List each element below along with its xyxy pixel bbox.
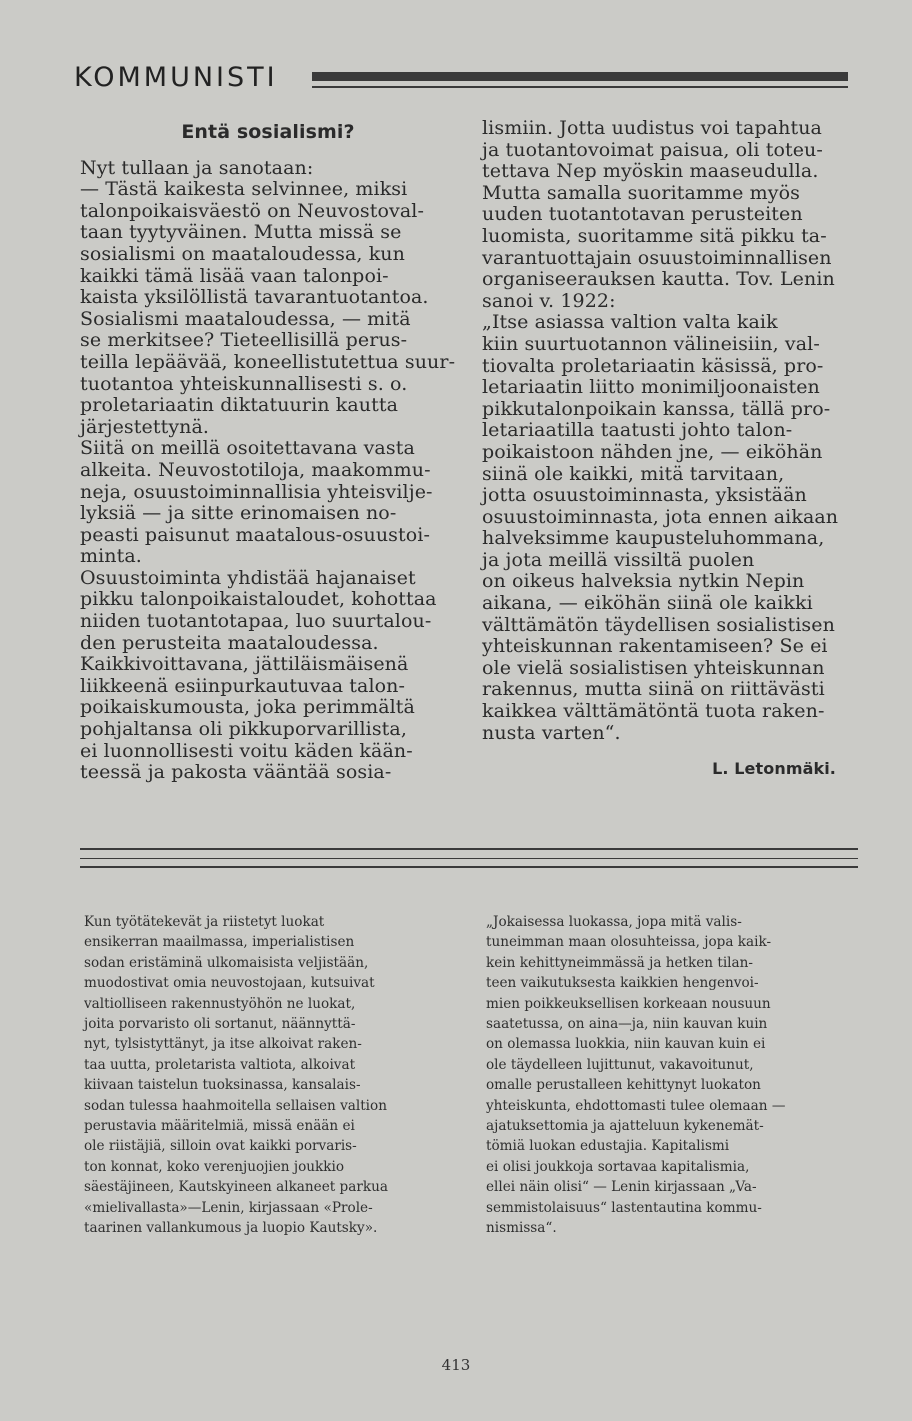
text-line: taa uutta, proletarista valtiota, alkoivat [84,1056,356,1073]
text-line: taarinen vallankumous ja luopio Kautsky». [84,1220,378,1237]
text-line: ole täydelleen lujittunut, vakavoitunut, [486,1056,754,1073]
text-line: ei luonnollisesti voitu käden kään- [80,739,413,762]
text-line: yhteiskunta, ehdottomasti tulee olemaan — [486,1097,786,1114]
text-line: organiseerauksen kautta. Tov. Lenin [482,268,835,291]
text-line: semmistolaisuus“ lastentautina kommu- [486,1199,762,1216]
text-line: kein kehittyneimmässä ja hetken tilan- [486,954,753,971]
section-divider [80,848,858,850]
text-line: joita porvaristo oli sortanut, näännyttä- [84,1016,356,1033]
article-left-column [80,118,456,784]
text-line: pikkutalonpoikain kanssa, tällä pro- [482,397,831,420]
text-line: alkeita. Neuvostotiloja, maakommu- [80,458,431,481]
text-line: mien poikkeuksellisen korkeaan nousuun [486,995,771,1012]
text-line: neja, osuustoiminnallisia yhteisvilje- [80,480,433,503]
header-rule [312,72,848,81]
text-line: ei olisi joukkoja sortavaa kapitalismia, [486,1158,750,1175]
text-line: järjestettynä. [80,415,210,438]
text-line: tuneimman maan olosuhteissa, jopa kaik- [486,934,772,951]
text-line: — Tästä kaikesta selvinnee, miksi [80,178,408,201]
text-line: ole vielä sosialistisen yhteiskunnan [482,656,825,679]
text-line: tettava Nep myöskin maaseudulla. [482,160,819,183]
text-line: aikana, — eiköhän siinä ole kaikki [482,592,813,615]
text-line: ajatuksettomia ja ajatteluun kykenemät- [486,1118,764,1135]
text-line: nusta varten“. [482,721,621,744]
text-line: teilla lepäävää, koneellistutettua suur- [80,350,456,373]
text-line: pikku talonpoikaistaloudet, kohottaa [80,588,437,611]
text-line: varantuottajain osuustoiminnallisen [482,246,832,269]
text-line: sodan tulessa haahmoitella sellaisen valtion [84,1097,387,1114]
text-line: „Itse asiassa valtion valta kaik [482,311,778,334]
text-line: uuden tuotantotavan perusteiten [482,203,803,226]
journal-name: KOMMUNISTI [74,62,278,93]
text-line: sosialismi on maataloudessa, kun [80,242,405,265]
text-line: minta. [80,545,142,568]
text-line: letariaatilla taatusti johto talon- [482,419,793,442]
text-line: Osuustoiminta yhdistää hajanaiset [80,566,416,589]
text-line: ja tuotantovoimat paisua, oli toteu- [482,138,823,161]
article-title: Entä sosialismi? [181,121,355,143]
text-line: Mutta samalla suoritamme myös [482,181,800,204]
text-line: sodan eristäminä ulkomaisista veljistään, [84,954,369,971]
text-line: ensikerran maailmassa, imperialistisen [84,934,355,951]
text-line: «mielivallasta»—Lenin, kirjassaan «Prole- [84,1199,373,1216]
text-line: lismiin. Jotta uudistus voi tapahtua [482,117,822,139]
text-line: tiovalta proletariaatin käsissä, pro- [482,354,824,377]
text-line: osuustoiminnasta, jota ennen aikaan [482,505,839,528]
quote-right [486,912,862,1239]
text-line: Sosialismi maataloudessa, — mitä [80,307,411,330]
header-rule-thin [312,86,848,88]
text-line: liikkeenä esiinpurkautuvaa talon- [80,674,406,697]
text-line: Nyt tullaan ja sanotaan: [80,156,314,179]
text-line: muodostivat omia neuvostojaan, kutsuivat [84,975,375,992]
text-line: ole riistäjiä, silloin ovat kaikki porvaris- [84,1138,357,1155]
text-line: nismissa“. [486,1220,557,1237]
text-line: Kaikkivoittavana, jättiläismäisenä [80,653,409,676]
text-line: Siitä on meillä osoitettavana vasta [80,437,415,460]
text-line: nyt, tylsistyttänyt, ja itse alkoivat raken- [84,1036,362,1053]
text-line: säestäjineen, Kautskyineen alkaneet parkua [84,1179,388,1196]
text-line: kiin suurtuotannon välineisiin, val- [482,332,820,355]
text-line: peasti paisunut maatalous-osuustoi- [80,523,430,546]
text-line: sanoi v. 1922: [482,289,616,312]
text-line: on olemassa luokkia, niin kauvan kuin ei [486,1036,766,1053]
section-divider [80,858,858,859]
article-left-text [80,158,456,784]
text-line: poikaistoon nähden jne, — eiköhän [482,440,823,463]
text-line: tuotantoa yhteiskunnallisesti s. o. [80,372,408,395]
author-signature: L. Letonmäki. [712,759,836,779]
text-line: „Jokaisessa luokassa, jopa mitä valis- [486,914,742,930]
text-line: Kun työtätekevät ja riistetyt luokat [84,914,325,930]
text-line: kiivaan taistelun tuoksinassa, kansalais- [84,1077,361,1094]
text-line: letariaatin liitto monimiljoonaisten [482,376,820,399]
text-line: on oikeus halveksia nytkin Nepin [482,570,805,593]
quote-left [84,912,460,1239]
text-line: jotta osuustoiminnasta, yksistään [482,484,807,507]
text-line: kaikkea välttämätöntä tuota raken- [482,700,825,723]
text-line: teessä ja pakosta vääntää sosia- [80,761,392,784]
text-line: rakennus, mutta siinä on riittävästi [482,678,825,701]
text-line: pohjaltansa oli pikkuporvarillista, [80,718,407,741]
text-line: luomista, suoritamme sitä pikku ta- [482,224,827,247]
text-line: lyksiä — ja sitte erinomaisen no- [80,502,397,525]
article-right-text [482,118,854,744]
text-line: perustavia määritelmiä, missä enään ei [84,1118,355,1135]
text-line: saatetussa, on aina—ja, niin kauvan kuin [486,1016,768,1033]
text-line: talonpoikaisväestö on Neuvostoval- [80,199,425,222]
text-line: proletariaatin diktatuurin kautta [80,394,399,417]
text-line: siinä ole kaikki, mitä tarvitaan, [482,462,785,485]
text-line: yhteiskunnan rakentamiseen? Se ei [482,635,828,658]
text-line: taan tyytyväinen. Mutta missä se [80,221,402,244]
article-right-column [482,118,854,780]
text-line: halveksimme kaupusteluhommana, [482,527,825,550]
text-line: kaista yksilöllistä tavarantuotantoa. [80,286,429,309]
text-line: kaikki tämä lisää vaan talonpoi- [80,264,389,287]
text-line: niiden tuotantotapaa, luo suurtalou- [80,610,432,633]
text-line: ton konnat, koko verenjuojien joukkio [84,1158,345,1175]
text-line: tömiä luokan edustajia. Kapitalismi [486,1138,730,1155]
text-line: välttämätön täydellisen sosialistisen [482,613,835,636]
text-line: omalle perustalleen kehittynyt luokaton [486,1077,761,1094]
text-line: den perusteita maataloudessa. [80,631,379,654]
text-line: poikaiskumousta, joka perimmältä [80,696,415,719]
text-line: se merkitsee? Tieteellisillä perus- [80,329,408,352]
text-line: teen vaikutuksesta kaikkien hengenvoi- [486,975,759,992]
text-line: valtiolliseen rakennustyöhön ne luokat, [84,995,356,1012]
page-number: 413 [441,1356,471,1374]
section-divider [80,866,858,868]
text-line: ja jota meillä vissiltä puolen [482,548,755,571]
text-line: ellei näin olisi“ — Lenin kirjassaan „Va- [486,1179,757,1196]
